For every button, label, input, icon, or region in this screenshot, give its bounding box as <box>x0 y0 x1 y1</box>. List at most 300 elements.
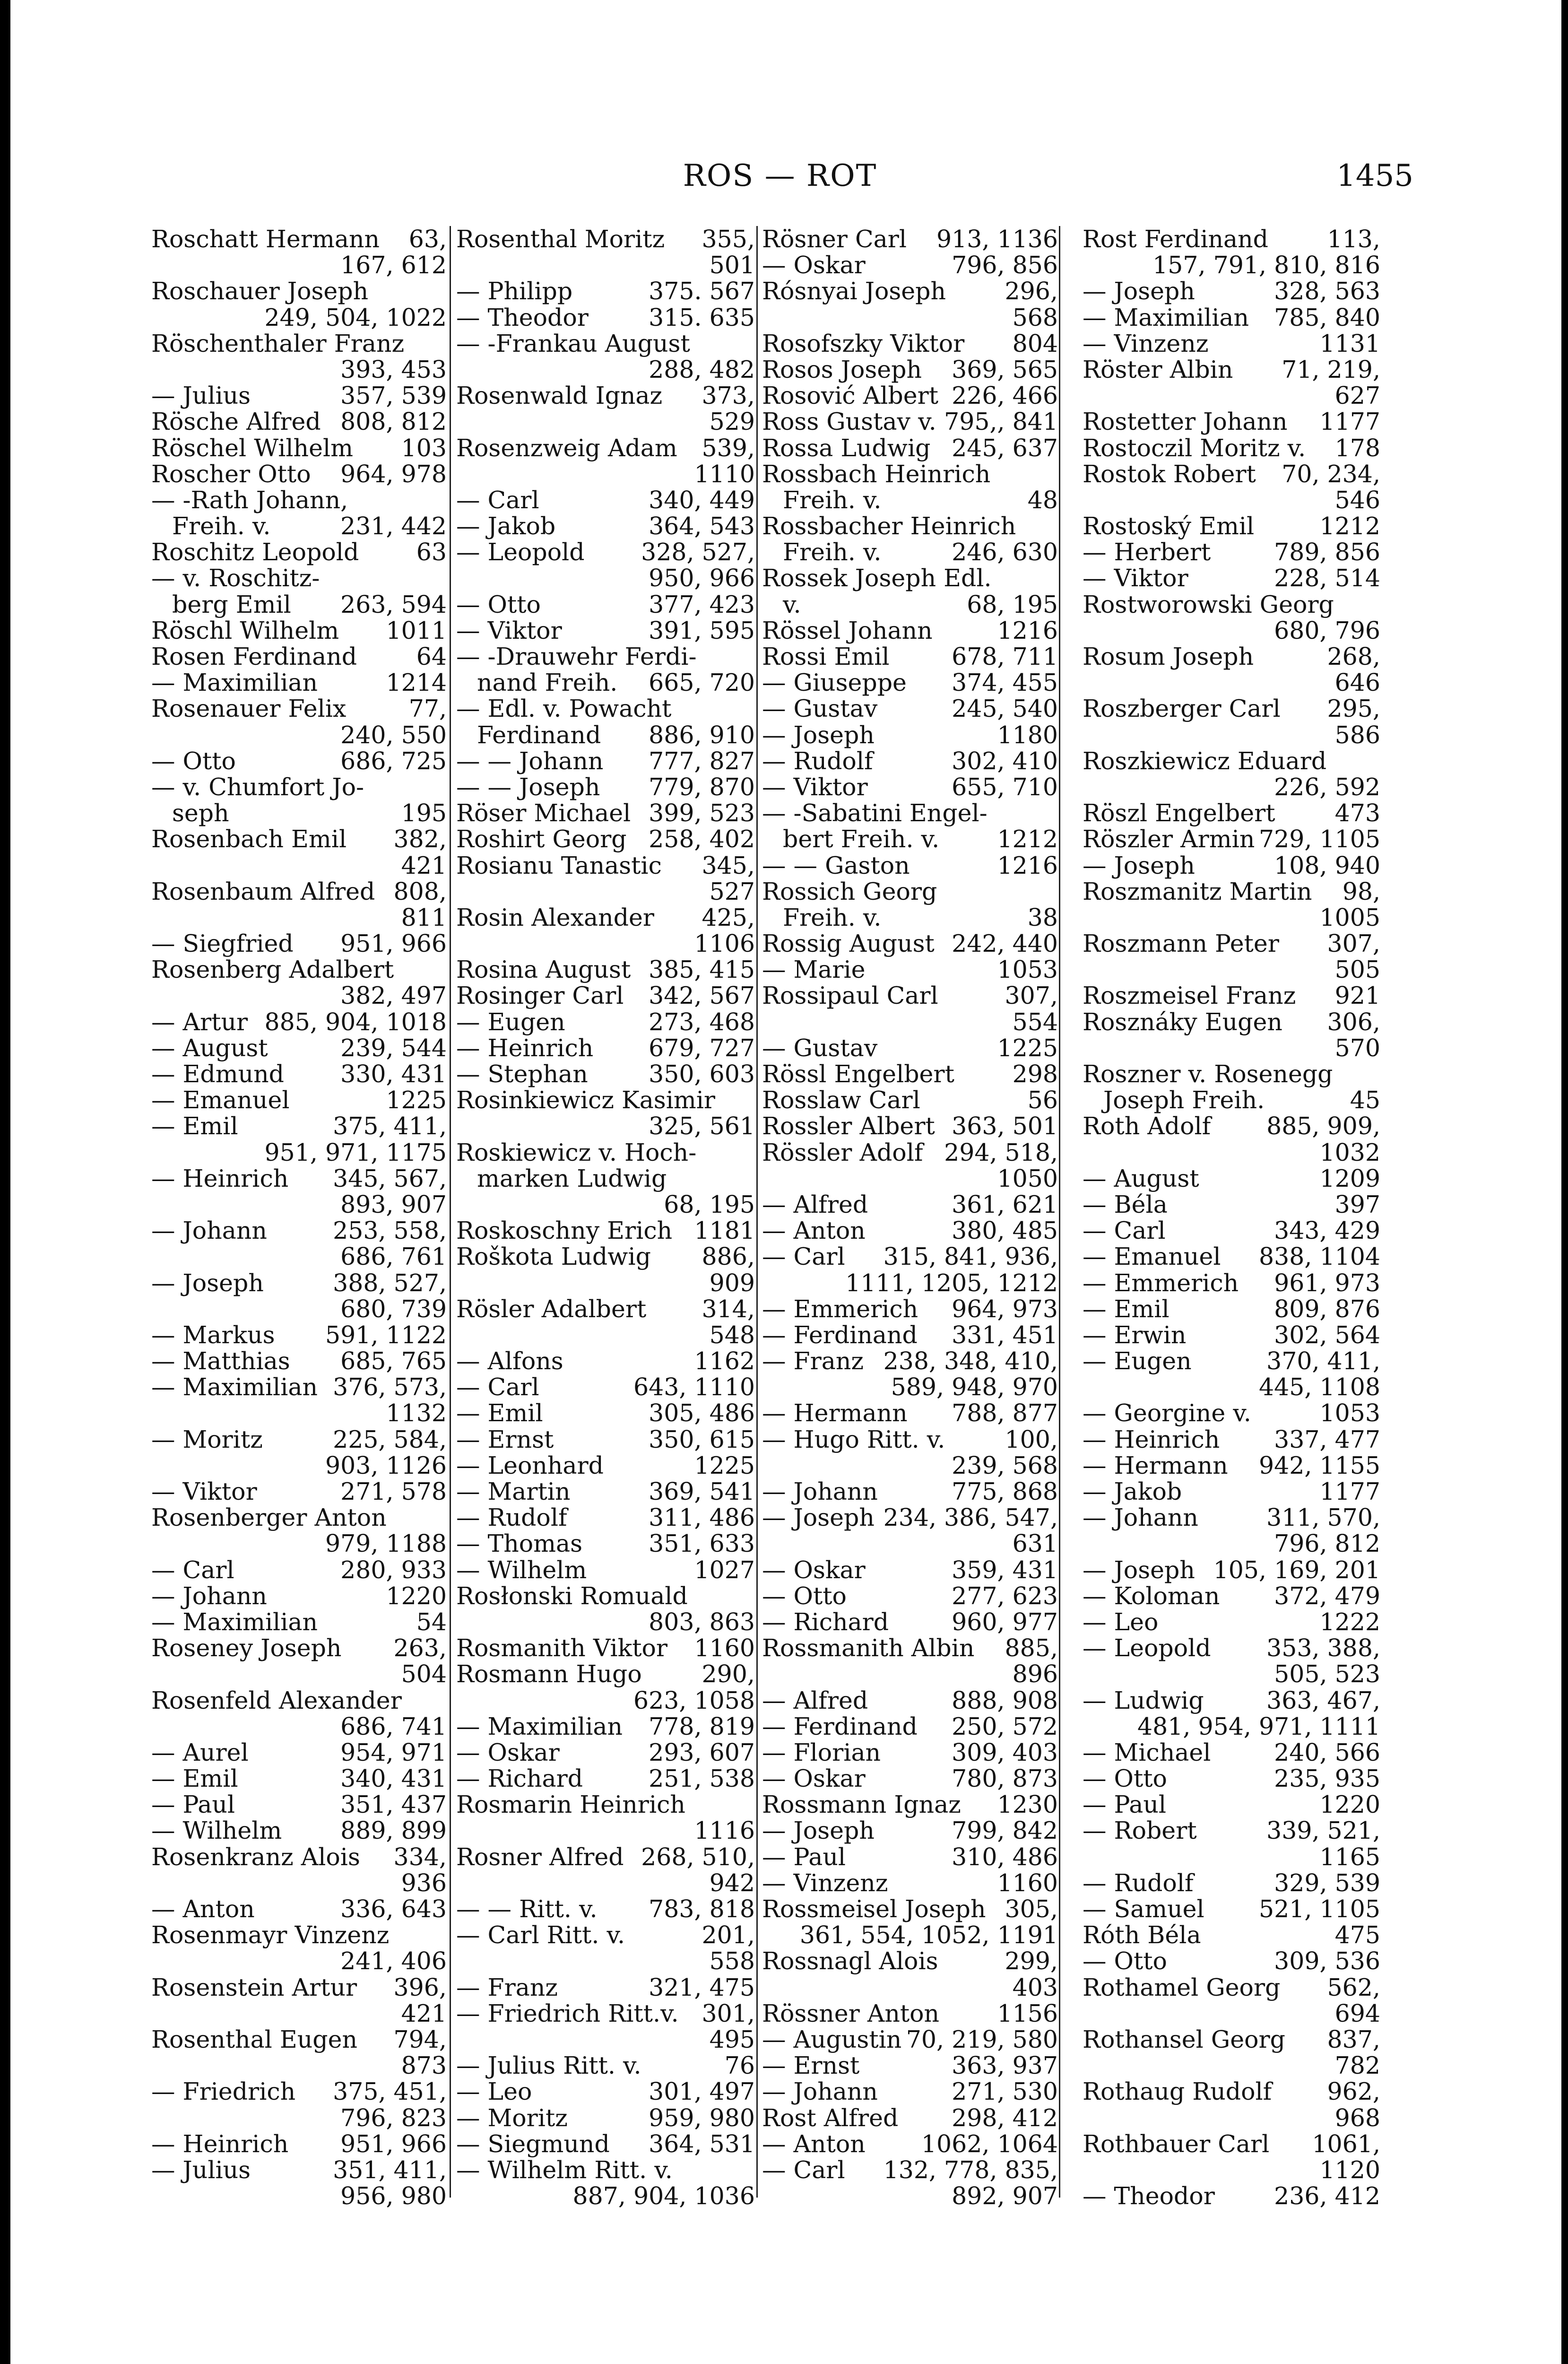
entry-line <box>151 826 447 852</box>
entry-name: — Leopold <box>456 538 585 566</box>
entry-pages: 70, 234, <box>1282 460 1380 488</box>
entry-name: — Siegfried <box>151 930 294 958</box>
entry-pages: 251, 538 <box>649 1764 755 1793</box>
entry-name: Rosin Alexander <box>456 903 655 931</box>
entry-pages: 280, 933 <box>340 1556 447 1584</box>
entry-name: — -Drauwehr Ferdi- <box>456 643 697 670</box>
entry-pages: 788, 877 <box>952 1399 1058 1427</box>
entry-line <box>456 1609 755 1635</box>
entry-pages: 48 <box>1027 486 1058 514</box>
entry-name: Rost Ferdinand <box>1083 225 1268 253</box>
entry-line <box>151 1165 447 1191</box>
entry-pages: 1032 <box>1319 1138 1380 1166</box>
entry-line <box>762 591 1058 617</box>
entry-pages: 665, 720 <box>649 669 755 697</box>
entry-pages: 350, 615 <box>649 1425 755 1453</box>
entry-name: — Leonhard <box>456 1451 604 1479</box>
entry-name: — August <box>1083 1164 1199 1192</box>
entry-line <box>151 513 447 539</box>
entry-pages: 56 <box>1027 1086 1058 1114</box>
entry-name: — Johann <box>762 2077 878 2106</box>
entry-name: — Julius <box>151 2155 251 2184</box>
entry-line <box>762 487 1058 513</box>
entry-pages: 680, 739 <box>340 1295 447 1323</box>
entry-pages: 310, 486 <box>952 1843 1058 1871</box>
entry-name: Rossbacher Heinrich <box>762 512 1016 540</box>
entry-pages: 1061, <box>1312 2129 1380 2158</box>
entry-name: Freih. v. <box>783 903 882 931</box>
entry-name: Rosenauer Felix <box>151 695 347 723</box>
entry-pages: 794, <box>393 2025 447 2053</box>
entry-pages: 1225 <box>997 1034 1058 1062</box>
entry-pages: 623, 1058 <box>633 1686 755 1714</box>
entry-pages: 328, 527, <box>641 538 755 566</box>
entry-name: Rosenmayr Vinzenz <box>151 1921 390 1949</box>
entry-line <box>1083 1557 1380 1583</box>
entry-name: Roschitz Leopold <box>151 538 359 566</box>
entry-pages: 238, 348, 410, <box>883 1347 1058 1375</box>
entry-line <box>151 695 447 721</box>
entry-line <box>1083 513 1380 539</box>
entry-line <box>1083 617 1380 643</box>
entry-line <box>456 1661 755 1687</box>
entry-name: — Otto <box>1083 1764 1167 1793</box>
entry-line <box>1083 435 1380 461</box>
entry-pages: 1165 <box>1319 1843 1380 1871</box>
entry-line <box>456 1139 755 1165</box>
entry-pages: 76 <box>724 2051 755 2080</box>
entry-name: Rosenfeld Alexander <box>151 1686 402 1714</box>
entry-name: — Wilhelm Ritt. v. <box>456 2155 673 2184</box>
entry-line <box>456 669 755 695</box>
entry-line <box>151 1035 447 1061</box>
entry-line <box>456 1974 755 2000</box>
entry-name: v. <box>783 590 801 618</box>
entry-name: Roschatt Hermann <box>151 225 380 253</box>
entry-name: — Philipp <box>456 277 573 305</box>
entry-pages: 896 <box>1012 1660 1058 1688</box>
entry-pages: 370, 411, <box>1266 1347 1380 1375</box>
entry-name: Rosenwald Ignaz <box>456 382 663 410</box>
entry-line <box>151 1922 447 1948</box>
entry-line <box>762 1478 1058 1504</box>
entry-pages: 306, <box>1327 1008 1380 1036</box>
entry-line <box>1083 982 1380 1008</box>
entry-pages: 936 <box>401 1869 447 1897</box>
entry-line <box>1083 669 1380 695</box>
entry-pages: 539, <box>702 434 755 462</box>
entry-line <box>151 1817 447 1843</box>
entry-pages: 293, 607 <box>649 1738 755 1766</box>
entry-line <box>762 1426 1058 1452</box>
entry-line <box>1083 930 1380 956</box>
entry-line <box>1083 278 1380 304</box>
scan-border-left <box>0 0 10 2364</box>
entry-line <box>456 1243 755 1269</box>
entry-line <box>151 982 447 1008</box>
entry-line <box>762 774 1058 800</box>
entry-line <box>1083 1922 1380 1948</box>
entry-pages: 373, <box>702 382 755 410</box>
entry-line <box>151 2000 447 2026</box>
entry-line <box>1083 1296 1380 1322</box>
entry-pages: 678, 711 <box>952 643 1058 670</box>
entry-pages: 339, 521, <box>1266 1816 1380 1845</box>
entry-pages: 1230 <box>997 1790 1058 1819</box>
entry-pages: 340, 431 <box>340 1764 447 1793</box>
entry-name: Rosner Alfred <box>456 1843 624 1871</box>
entry-name: Rosenthal Eugen <box>151 2025 358 2053</box>
entry-line <box>1083 1113 1380 1139</box>
entry-name: Roszner v. Rosenegg <box>1083 1060 1333 1088</box>
entry-line <box>1083 2183 1380 2209</box>
entry-line <box>151 1974 447 2000</box>
entry-name: — Joseph <box>762 1504 875 1532</box>
column-rule <box>756 226 758 2198</box>
entry-line <box>456 382 755 408</box>
entry-name: Rosslaw Carl <box>762 1086 920 1114</box>
entry-name: — Johann <box>762 1478 878 1505</box>
entry-name: — Thomas <box>456 1530 583 1558</box>
entry-name: Rossmann Ignaz <box>762 1790 961 1819</box>
entry-name: Röschl Wilhelm <box>151 616 339 644</box>
entry-line <box>762 1322 1058 1348</box>
entry-name: Rossmeisel Joseph <box>762 1895 986 1923</box>
entry-pages: 375, 411, <box>333 1112 447 1140</box>
entry-pages: 495 <box>709 2025 755 2053</box>
entry-line <box>456 1530 755 1556</box>
entry-line <box>1083 1165 1380 1191</box>
entry-line <box>1083 1765 1380 1791</box>
entry-pages: 226, 466 <box>952 382 1058 410</box>
entry-line <box>762 1400 1058 1426</box>
entry-pages: 570 <box>1334 1034 1380 1062</box>
entry-name: — Anton <box>762 2129 866 2158</box>
entry-pages: 546 <box>1334 486 1380 514</box>
entry-name: — Anton <box>151 1895 255 1923</box>
entry-name: — Marie <box>762 956 866 984</box>
entry-pages: 268, <box>1327 643 1380 670</box>
entry-line <box>151 1270 447 1296</box>
entry-pages: 1212 <box>997 825 1058 853</box>
entry-name: — Johann <box>151 1217 267 1245</box>
entry-line <box>762 2131 1058 2157</box>
entry-line <box>151 617 447 643</box>
entry-name: — Jakob <box>1083 1478 1182 1505</box>
entry-line <box>151 1478 447 1504</box>
entry-pages: 913, 1136 <box>936 225 1058 253</box>
entry-line <box>1083 1817 1380 1843</box>
entry-line <box>456 1583 755 1609</box>
entry-line <box>762 1165 1058 1191</box>
entry-pages: 942 <box>709 1869 755 1897</box>
entry-line <box>151 487 447 513</box>
entry-line <box>762 435 1058 461</box>
entry-name: Rostworowski Georg <box>1083 590 1334 618</box>
entry-pages: 396, <box>393 1973 447 2001</box>
entry-pages: 234, 386, 547, <box>883 1504 1058 1532</box>
entry-pages: 950, 966 <box>649 564 755 592</box>
entry-line <box>456 1191 755 1217</box>
entry-pages: 63, <box>408 225 447 253</box>
entry-name: — Vinzenz <box>762 1869 888 1897</box>
entry-line <box>151 1452 447 1478</box>
entry-pages: 357, 539 <box>340 382 447 410</box>
entry-pages: 885, 904, 1018 <box>264 1008 447 1036</box>
entry-pages: 873 <box>401 2051 447 2080</box>
entry-line <box>762 695 1058 721</box>
entry-name: — Emil <box>456 1399 543 1427</box>
entry-line <box>456 252 755 278</box>
entry-pages: 64 <box>416 643 447 670</box>
entry-name: — Matthias <box>151 1347 290 1375</box>
entry-line <box>151 904 447 930</box>
entry-line <box>762 617 1058 643</box>
entry-pages: 886, 910 <box>649 721 755 749</box>
entry-name: Joseph Freih. <box>1103 1086 1265 1114</box>
entry-pages: 785, 840 <box>1274 303 1380 331</box>
running-head: ROS — ROT <box>683 158 877 193</box>
entry-line <box>456 1322 755 1348</box>
entry-line <box>762 1087 1058 1113</box>
entry-pages: 321, 475 <box>649 1973 755 2001</box>
entry-name: Rosum Joseph <box>1083 643 1254 670</box>
entry-name: Roszmeisel Franz <box>1083 982 1296 1010</box>
entry-line <box>1083 2026 1380 2052</box>
entry-pages: 886, <box>702 1243 755 1271</box>
entry-pages: 329, 539 <box>1274 1869 1380 1897</box>
entry-pages: 961, 973 <box>1274 1269 1380 1297</box>
entry-line <box>762 1530 1058 1556</box>
entry-pages: 382, <box>393 825 447 853</box>
entry-line <box>456 2000 755 2026</box>
entry-line <box>151 1504 447 1530</box>
entry-name: — Maximilian <box>151 1373 318 1401</box>
entry-pages: 885, <box>1005 1634 1058 1662</box>
entry-pages: 783, 818 <box>649 1895 755 1923</box>
entry-line <box>1083 1530 1380 1556</box>
entry-pages: 796, 856 <box>952 251 1058 279</box>
entry-line <box>151 2157 447 2183</box>
entry-name: — Otto <box>456 590 541 618</box>
entry-line <box>762 304 1058 330</box>
entry-name: nand Freih. <box>477 669 618 697</box>
entry-line <box>1083 1791 1380 1817</box>
entry-line <box>762 1713 1058 1739</box>
entry-line <box>762 1009 1058 1035</box>
entry-name: — -Sabatini Engel- <box>762 799 988 827</box>
entry-name: Rosenbach Emil <box>151 825 347 853</box>
entry-pages: 643, 1110 <box>633 1373 755 1401</box>
entry-line <box>151 330 447 356</box>
entry-pages: 299, <box>1005 1947 1058 1975</box>
entry-name: Róth Béla <box>1083 1921 1201 1949</box>
entry-name: — Edmund <box>151 1060 285 1088</box>
entry-name: — Otto <box>1083 1947 1167 1975</box>
entry-pages: 1053 <box>997 956 1058 984</box>
entry-pages: 351, 411, <box>333 2155 447 2184</box>
entry-pages: 314, <box>702 1295 755 1323</box>
entry-name: — Ernst <box>456 1425 554 1453</box>
entry-line <box>151 539 447 565</box>
entry-pages: 1220 <box>1319 1790 1380 1819</box>
entry-pages: 586 <box>1334 721 1380 749</box>
entry-line <box>151 1322 447 1348</box>
entry-pages: 363, 937 <box>952 2051 1058 2080</box>
entry-pages: 307, <box>1327 930 1380 958</box>
entry-line <box>151 774 447 800</box>
entry-line <box>151 1009 447 1035</box>
entry-name: — Rudolf <box>1083 1869 1194 1897</box>
entry-pages: 951, 971, 1175 <box>264 1138 447 1166</box>
entry-name: Rössel Johann <box>762 616 933 644</box>
entry-pages: 1116 <box>694 1816 755 1845</box>
entry-name: — Alfred <box>762 1190 868 1218</box>
entry-name: — Gustav <box>762 1034 878 1062</box>
entry-line <box>1083 330 1380 356</box>
entry-pages: 903, 1126 <box>325 1451 447 1479</box>
entry-pages: 1131 <box>1319 329 1380 357</box>
entry-line <box>762 2078 1058 2104</box>
entry-pages: 686, 761 <box>340 1243 447 1271</box>
entry-line <box>456 1348 755 1374</box>
entry-pages: 364, 531 <box>649 2129 755 2158</box>
entry-pages: 302, 564 <box>1274 1321 1380 1349</box>
entry-pages: 132, 778, 835, <box>883 2155 1058 2184</box>
entry-line <box>762 1661 1058 1687</box>
entry-line <box>1083 800 1380 826</box>
entry-line <box>1083 356 1380 382</box>
entry-pages: 521, 1105 <box>1258 1895 1380 1923</box>
entry-name: — Hermann <box>762 1399 908 1427</box>
entry-line <box>151 878 447 904</box>
entry-line <box>762 2052 1058 2078</box>
entry-line <box>151 461 447 487</box>
entry-name: — Paul <box>762 1843 846 1871</box>
entry-name: — -Frankau August <box>456 329 690 357</box>
entry-name: — Carl <box>762 2155 845 2184</box>
entry-name: — Herbert <box>1083 538 1211 566</box>
entry-name: — v. Chumfort Jo- <box>151 773 364 801</box>
entry-line <box>1083 1504 1380 1530</box>
entry-pages: 235, 935 <box>1274 1764 1380 1793</box>
entry-pages: 505 <box>1334 956 1380 984</box>
entry-name: Rossler Albert <box>762 1112 935 1140</box>
entry-line <box>456 1844 755 1870</box>
entry-name: Rostetter Johann <box>1083 408 1288 436</box>
entry-name: — Ludwig <box>1083 1686 1204 1714</box>
entry-line <box>456 1504 755 1530</box>
entry-pages: 1209 <box>1319 1164 1380 1192</box>
entry-name: — v. Roschitz- <box>151 564 320 592</box>
entry-name: — Maximilian <box>1083 303 1249 331</box>
entry-line <box>456 748 755 774</box>
entry-line <box>762 1974 1058 2000</box>
entry-line <box>1083 461 1380 487</box>
entry-name: — Leopold <box>1083 1634 1211 1662</box>
entry-pages: 225, 584, <box>333 1425 447 1453</box>
entry-line <box>762 513 1058 539</box>
entry-pages: 351, 633 <box>649 1530 755 1558</box>
entry-pages: 375, 451, <box>333 2077 447 2106</box>
entry-name: — Carl Ritt. v. <box>456 1921 625 1949</box>
entry-line <box>1083 2078 1380 2104</box>
entry-name: Rothamel Georg <box>1083 1973 1281 2001</box>
entry-name: — Heinrich <box>151 2129 289 2158</box>
entry-line <box>456 1739 755 1765</box>
entry-pages: 68, 195 <box>664 1190 755 1218</box>
entry-pages: 113, <box>1327 225 1380 253</box>
entry-line <box>1083 2157 1380 2183</box>
entry-line <box>151 1896 447 1922</box>
entry-pages: 301, <box>702 1999 755 2027</box>
entry-pages: 311, 486 <box>649 1504 755 1532</box>
entry-name: Rossbach Heinrich <box>762 460 991 488</box>
entry-name: Rossi Emil <box>762 643 890 670</box>
entry-line <box>456 1374 755 1400</box>
entry-pages: 68, 195 <box>967 590 1058 618</box>
entry-line <box>456 1217 755 1243</box>
entry-pages: 979, 1188 <box>325 1530 447 1558</box>
entry-name: — Alfons <box>456 1347 563 1375</box>
entry-name: — Richard <box>456 1764 583 1793</box>
entry-pages: 391, 595 <box>649 616 755 644</box>
entry-line <box>456 904 755 930</box>
entry-line <box>762 278 1058 304</box>
entry-name: — Oskar <box>456 1738 560 1766</box>
entry-line <box>1083 1844 1380 1870</box>
entry-pages: 1106 <box>694 930 755 958</box>
entry-name: Rosznáky Eugen <box>1083 1008 1282 1036</box>
entry-name: — Emil <box>1083 1295 1170 1323</box>
entry-pages: 1110 <box>694 460 755 488</box>
entry-pages: 178 <box>1334 434 1380 462</box>
entry-pages: 780, 873 <box>952 1764 1058 1793</box>
entry-pages: 808, 812 <box>340 408 447 436</box>
entry-name: — Franz <box>456 1973 558 2001</box>
entry-pages: 241, 406 <box>340 1947 447 1975</box>
entry-name: — Maximilian <box>456 1712 623 1740</box>
entry-name: — Jakob <box>456 512 556 540</box>
entry-name: Roskoschny Erich <box>456 1217 673 1245</box>
entry-name: Roszkiewicz Eduard <box>1083 747 1327 775</box>
entry-pages: 263, <box>393 1634 447 1662</box>
entry-pages: 789, 856 <box>1274 538 1380 566</box>
entry-line <box>151 956 447 982</box>
entry-pages: 290, <box>702 1660 755 1688</box>
entry-pages: 1212 <box>1319 512 1380 540</box>
entry-line <box>762 982 1058 1008</box>
entry-pages: 962, <box>1327 2077 1380 2106</box>
entry-line <box>762 1739 1058 1765</box>
entry-pages: 350, 603 <box>649 1060 755 1088</box>
entry-line <box>1083 1870 1380 1896</box>
entry-name: — Georgine v. <box>1083 1399 1251 1427</box>
entry-pages: 361, 554, 1052, 1191 <box>799 1921 1058 1949</box>
entry-pages: 951, 966 <box>340 2129 447 2158</box>
entry-pages: 239, 544 <box>340 1034 447 1062</box>
entry-pages: 363, 501 <box>952 1112 1058 1140</box>
column-2 <box>456 226 755 2212</box>
entry-pages: 1160 <box>694 1634 755 1662</box>
entry-line <box>1083 1009 1380 1035</box>
entry-pages: 1027 <box>694 1556 755 1584</box>
entry-pages: 359, 431 <box>952 1556 1058 1584</box>
entry-name: Rostoský Emil <box>1083 512 1255 540</box>
entry-name: — Joseph <box>1083 277 1195 305</box>
entry-name: — Ernst <box>762 2051 860 2080</box>
entry-line <box>151 1087 447 1113</box>
